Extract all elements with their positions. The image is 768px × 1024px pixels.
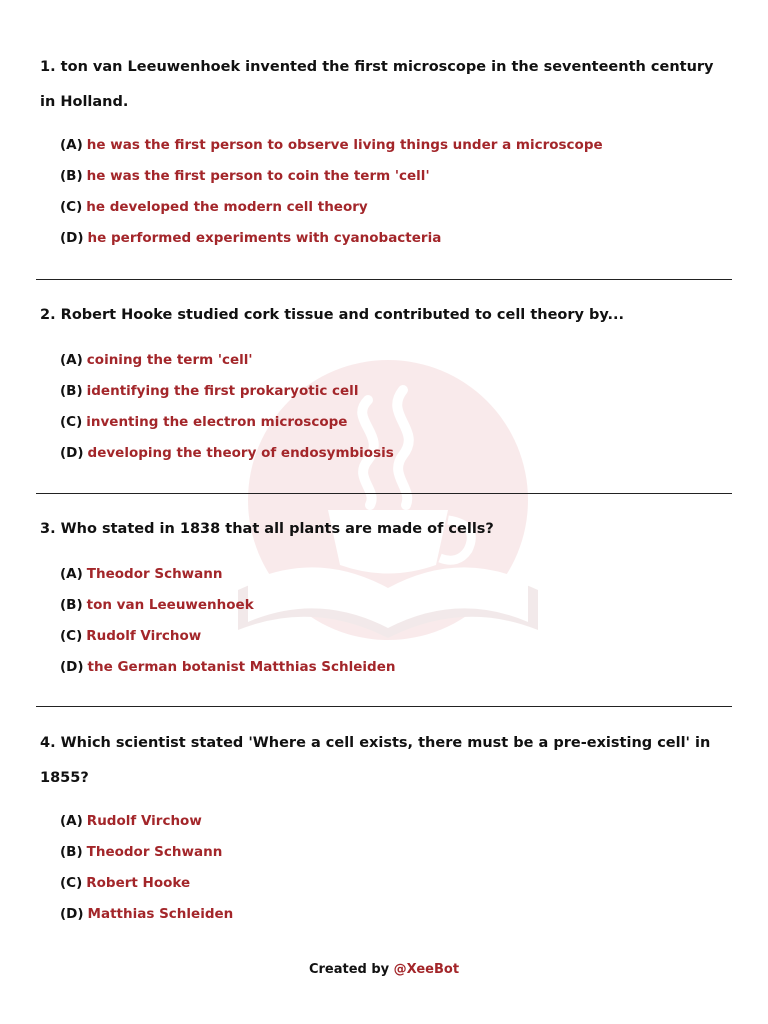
option-letter: (D) (60, 445, 84, 461)
divider-1 (36, 279, 732, 280)
option-letter: (A) (60, 566, 83, 582)
option-text: he performed experiments with cyanobacteria (87, 230, 442, 246)
option-letter: (B) (60, 168, 83, 184)
question-1-stem: ton van Leeuwenhoek invented the first microscope in the seventeenth century in Holland. (40, 59, 714, 110)
question-1-options (40, 130, 730, 254)
option-2d[interactable] (60, 438, 730, 469)
option-letter: (C) (60, 199, 83, 215)
option-letter: (B) (60, 844, 83, 860)
question-3-text (40, 512, 730, 547)
question-2-options (40, 345, 730, 469)
option-3c[interactable] (60, 621, 730, 652)
option-1d[interactable] (60, 223, 730, 254)
option-4a[interactable] (60, 806, 730, 837)
option-letter: (C) (60, 628, 83, 644)
option-text: he developed the modern cell theory (86, 199, 368, 215)
question-1-text (40, 50, 730, 120)
question-4-options (40, 806, 730, 930)
option-text: coining the term 'cell' (86, 352, 253, 368)
option-4b[interactable] (60, 837, 730, 868)
question-3-number: 3. (40, 521, 56, 537)
question-3 (40, 512, 730, 683)
option-letter: (B) (60, 383, 83, 399)
question-2-stem: Robert Hooke studied cork tissue and contributed to cell theory by... (60, 307, 625, 323)
option-letter: (C) (60, 414, 83, 430)
divider-3 (36, 706, 732, 707)
divider-2 (36, 493, 732, 494)
option-1b[interactable] (60, 161, 730, 192)
option-1a[interactable] (60, 130, 730, 161)
option-letter: (D) (60, 906, 84, 922)
option-letter: (C) (60, 875, 83, 891)
option-letter: (A) (60, 352, 83, 368)
option-3b[interactable] (60, 590, 730, 621)
option-letter: (D) (60, 659, 84, 675)
question-4-text (40, 726, 730, 796)
question-2 (40, 298, 730, 469)
option-3d[interactable] (60, 652, 730, 683)
option-letter: (B) (60, 597, 83, 613)
footer-prefix: Created by (308, 962, 390, 977)
question-2-number: 2. (40, 307, 56, 323)
option-2c[interactable] (60, 407, 730, 438)
option-letter: (A) (60, 813, 83, 829)
option-2a[interactable] (60, 345, 730, 376)
option-text: he was the first person to coin the term 'cell' (86, 168, 430, 184)
option-text: ton van Leeuwenhoek (86, 597, 254, 613)
question-1 (40, 50, 730, 254)
option-text: the German botanist Matthias Schleiden (87, 659, 396, 675)
question-3-options (40, 559, 730, 683)
option-4c[interactable] (60, 868, 730, 899)
option-text: developing the theory of endosymbiosis (87, 445, 394, 461)
option-4d[interactable] (60, 899, 730, 930)
option-text: Theodor Schwann (86, 844, 223, 860)
option-text: Robert Hooke (86, 875, 191, 891)
option-text: Theodor Schwann (86, 566, 223, 582)
option-text: Rudolf Virchow (86, 813, 202, 829)
question-4-stem: Which scientist stated 'Where a cell exists, there must be a pre-existing cell' in 1855? (40, 735, 711, 786)
footer-handle-link[interactable]: @XeeBot (393, 962, 460, 977)
question-2-text (40, 298, 730, 333)
question-4 (40, 726, 730, 930)
option-letter: (A) (60, 137, 83, 153)
option-1c[interactable] (60, 192, 730, 223)
question-1-number: 1. (40, 59, 56, 75)
option-text: he was the first person to observe living things under a microscope (86, 137, 603, 153)
question-3-stem: Who stated in 1838 that all plants are made of cells? (60, 521, 494, 537)
option-text: inventing the electron microscope (86, 414, 348, 430)
option-text: Rudolf Virchow (86, 628, 202, 644)
option-2b[interactable] (60, 376, 730, 407)
footer-credit (0, 962, 768, 977)
option-3a[interactable] (60, 559, 730, 590)
option-text: Matthias Schleiden (87, 906, 234, 922)
option-letter: (D) (60, 230, 84, 246)
question-4-number: 4. (40, 735, 56, 751)
option-text: identifying the first prokaryotic cell (86, 383, 359, 399)
